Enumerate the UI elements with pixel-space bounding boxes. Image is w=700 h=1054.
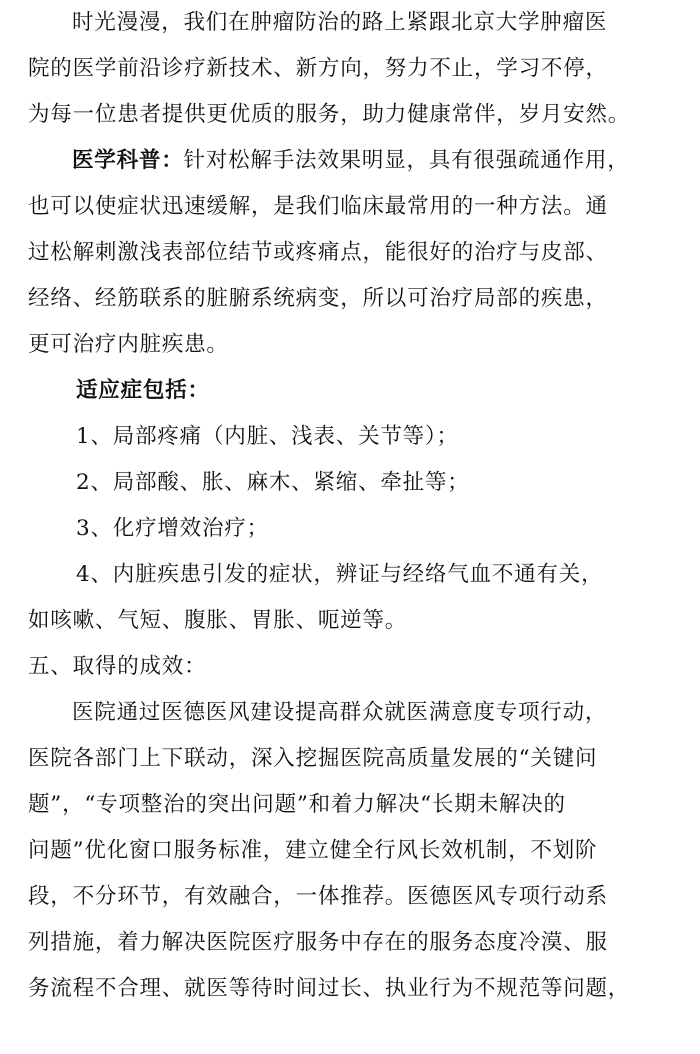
paragraph-line: 题”，“专项整治的突出问题”和着力解决“长期未解决的 (28, 792, 566, 817)
paragraph-line (28, 138, 678, 184)
paragraph-line: 务流程不合理、就医等待时间过长、执业行为不规范等问题， (28, 976, 631, 1001)
paragraph-line: 医院通过医德医风建设提高群众就医满意度专项行动， (72, 700, 608, 725)
paragraph-line: 过松解刺激浅表部位结节或疼痛点，能很好的治疗与皮部、 (28, 240, 608, 265)
paragraph-line: 为每一位患者提供更优质的服务，助力健康常伴，岁月安然。 (28, 102, 631, 127)
indication-item-continuation: 如咳嗽、气短、腹胀、胃胀、呃逆等。 (28, 608, 408, 633)
paragraph-line: 医院各部门上下联动，深入挖掘医院高质量发展的“关键问 (28, 746, 598, 771)
indication-item: 2、局部酸、胀、麻木、紧缩、牵扯等； (76, 470, 470, 495)
indication-item: 3、化疗增效治疗； (76, 516, 269, 541)
paragraph-text: 针对松解手法效果明显，具有很强疏通作用， (183, 148, 630, 173)
paragraph-line: 更可治疗内脏疾患。 (28, 332, 229, 357)
indication-item: 4、内脏疾患引发的症状，辨证与经络气血不通有关， (76, 562, 604, 587)
paragraph-line: 也可以使症状迅速缓解，是我们临床最常用的一种方法。通 (28, 194, 608, 219)
paragraph-line: 问题”优化窗口服务标准，建立健全行风长效机制，不划阶 (28, 838, 598, 863)
paragraph-line: 列措施，着力解决医院医疗服务中存在的服务态度冷漠、服 (28, 930, 608, 955)
paragraph-line: 段，不分环节，有效融合，一体推荐。医德医风专项行动系 (28, 884, 608, 909)
section-heading: 五、取得的成效： (28, 654, 207, 679)
paragraph-line: 经络、经筋联系的脏腑系统病变，所以可治疗局部的疾患， (28, 286, 608, 311)
paragraph-line: 时光漫漫，我们在肿瘤防治的路上紧跟北京大学肿瘤医 (72, 10, 608, 35)
indications-heading: 适应症包括： (76, 378, 210, 403)
indication-item: 1、局部疼痛（内脏、浅表、关节等）； (76, 424, 459, 449)
science-label: 医学科普： (72, 148, 184, 173)
paragraph-line: 院的医学前沿诊疗新技术、新方向，努力不止，学习不停， (28, 56, 608, 81)
